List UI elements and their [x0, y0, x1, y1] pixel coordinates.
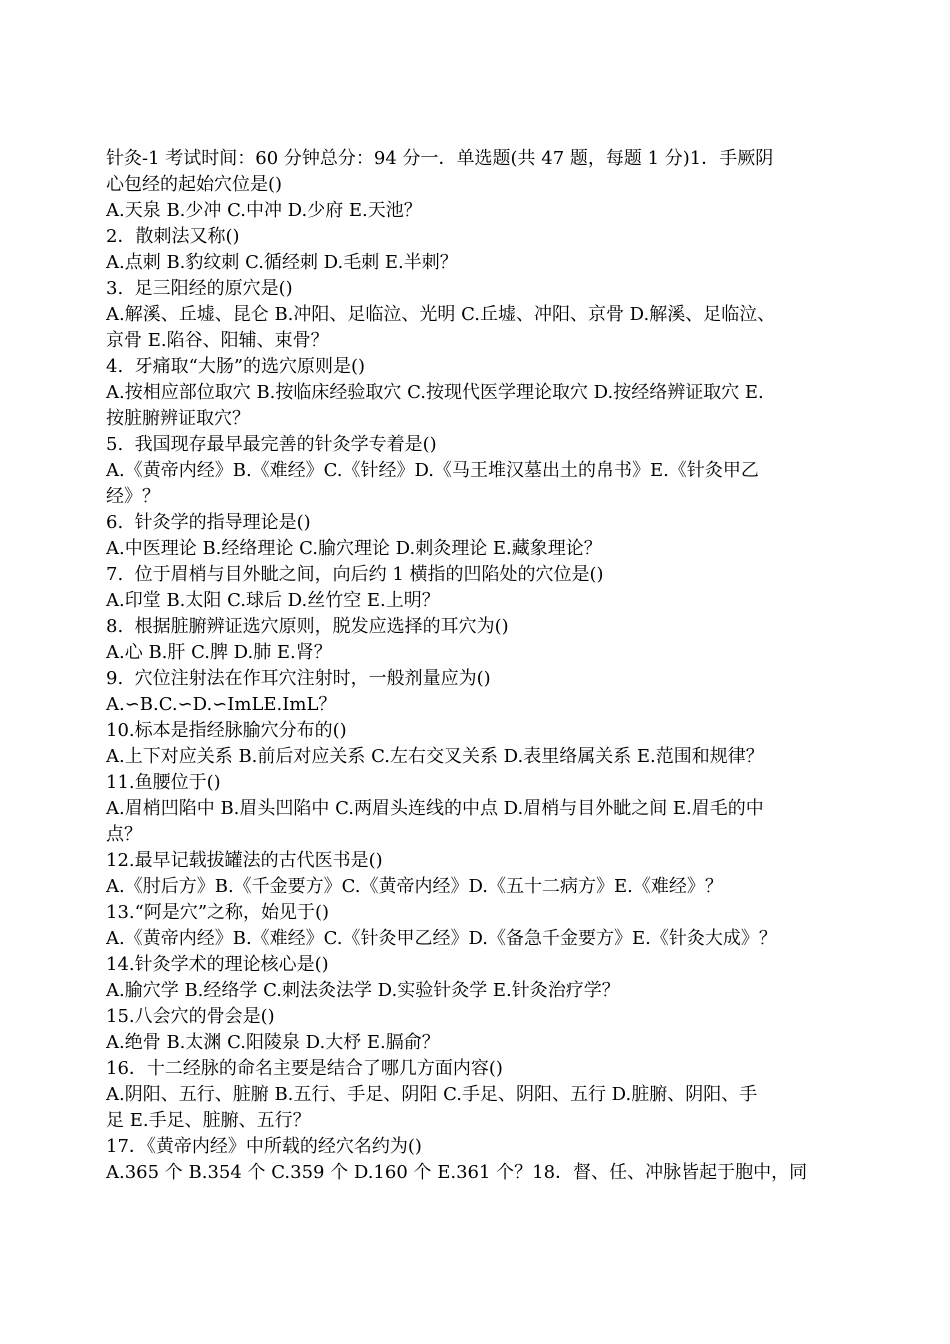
text-line: A.中医理论 B.经络理论 C.腧穴理论 D.刺灸理论 E.藏象理论？ [106, 538, 602, 559]
text-line: A.《黄帝内经》B.《难经》C.《针灸甲乙经》D.《备急千金要方》E.《针灸大成》？ [106, 928, 777, 949]
text-line: 4. 牙痛取“大肠”的选穴原则是() [106, 356, 366, 377]
text-line: 15.八会穴的骨会是() [106, 1006, 275, 1027]
text-line: A.眉梢凹陷中 B.眉头凹陷中 C.两眉头连线的中点 D.眉梢与目外眦之间 E.眉毛的中 [106, 798, 764, 819]
text-line: A.点刺 B.豹纹刺 C.循经刺 D.毛刺 E.半刺？ [106, 252, 458, 273]
text-line: A.印堂 B.太阳 C.球后 D.丝竹空 E.上明？ [106, 590, 440, 611]
text-line: A.《肘后方》B.《千金要方》C.《黄帝内经》D.《五十二病方》E.《难经》？ [106, 876, 723, 897]
text-line: A.上下对应关系 B.前后对应关系 C.左右交叉关系 D.表里络属关系 E.范围和规律？ [106, 746, 764, 767]
text-line: A.天泉 B.少冲 C.中冲 D.少府 E.天池？ [106, 200, 422, 221]
text-line: 2．散刺法又称() [106, 226, 240, 247]
text-line: 京骨 E.陷谷、阳辅、束骨？ [106, 330, 329, 351]
text-line: 点？ [106, 824, 142, 845]
text-line: A.按相应部位取穴 B.按临床经验取穴 C.按现代医学理论取穴 D.按经络辨证取穴 E. [106, 382, 764, 403]
text-line: 6. 针灸学的指导理论是() [106, 512, 311, 533]
text-line: A.《黄帝内经》B.《难经》C.《针经》D.《马王堆汉墓出土的帛书》E.《针灸甲乙 [106, 460, 759, 481]
text-line: 3. 足三阳经的原穴是() [106, 278, 293, 299]
text-line: 12.最早记载拔罐法的古代医书是() [106, 850, 383, 871]
text-line: 16．十二经脉的命名主要是结合了哪几方面内容() [106, 1058, 503, 1079]
text-line: 经》？ [106, 486, 160, 507]
document-body [106, 146, 854, 1186]
text-line: 7. 位于眉梢与目外眦之间，向后约 1 横指的凹陷处的穴位是() [106, 564, 604, 585]
text-line: 10.标本是指经脉腧穴分布的() [106, 720, 347, 741]
text-line: 足 E.手足、脏腑、五行？ [106, 1110, 311, 1131]
text-line: 11.鱼腰位于() [106, 772, 221, 793]
text-line: 9. 穴位注射法在作耳穴注射时，一般剂量应为() [106, 668, 491, 689]
text-line: 心包经的起始穴位是() [106, 174, 283, 195]
text-line: A.腧穴学 B.经络学 C.刺法灸法学 D.实验针灸学 E.针灸治疗学？ [106, 980, 620, 1001]
text-line: 针灸-1 考试时间：60 分钟总分：94 分一．单选题(共 47 题，每题 1 分)1．手厥阴 [106, 148, 774, 169]
text-line: 5. 我国现存最早最完善的针灸学专着是() [106, 434, 437, 455]
text-line: 8. 根据脏腑辨证选穴原则，脱发应选择的耳穴为() [106, 616, 509, 637]
text-line: A.∽B.C.∽D.∽ImLE.ImL？ [106, 694, 337, 715]
text-line: A.心 B.肝 C.脾 D.肺 E.肾？ [106, 642, 332, 663]
text-line: 17．《黄帝内经》中所载的经穴名约为() [106, 1136, 422, 1157]
text-line: 13.“阿是穴”之称，始见于() [106, 902, 330, 923]
text-line: A.解溪、丘墟、昆仑 B.冲阳、足临泣、光明 C.丘墟、冲阳、京骨 D.解溪、足临泣、 [106, 304, 776, 325]
text-line: A.阴阳、五行、脏腑 B.五行、手足、阴阳 C.手足、阴阳、五行 D.脏腑、阴阳、手 [106, 1084, 758, 1105]
text-line: A.365 个 B.354 个 C.359 个 D.160 个 E.361 个？18．督、任、冲脉皆起于胞中，同 [106, 1162, 808, 1183]
text-line: 14.针灸学术的理论核心是() [106, 954, 329, 975]
text-line: A.绝骨 B.太渊 C.阳陵泉 D.大杼 E.膈俞？ [106, 1032, 440, 1053]
text-line: 按脏腑辨证取穴？ [106, 408, 250, 429]
